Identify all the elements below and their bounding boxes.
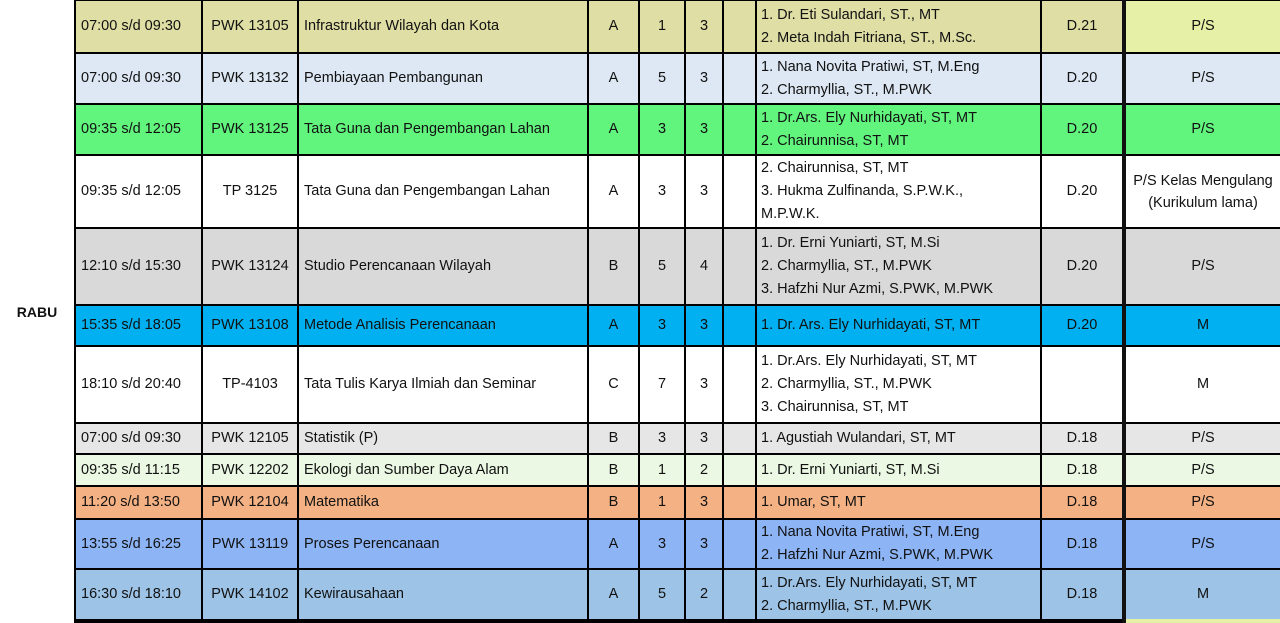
cell-cls: B — [589, 487, 638, 518]
cell-extra — [724, 424, 755, 453]
cell-lecturers — [757, 347, 1040, 422]
cell-time: 09:35 s/d 12:05 — [76, 156, 201, 227]
cell-room: D.18 — [1042, 455, 1122, 485]
cell-sks: 3 — [686, 54, 722, 103]
lecturer-line: 3. Hukma Zulfinanda, S.P.W.K., — [761, 183, 964, 199]
lecturer-line: 1. Dr. Eti Sulandari, ST., MT — [761, 6, 940, 23]
lecturer-line: 2. Chairunnisa, ST, MT — [761, 160, 909, 176]
cell-sks: 3 — [686, 520, 722, 568]
cell-mode: P/S — [1126, 105, 1280, 154]
lecturer-line: 1. Nana Novita Pratiwi, ST, M.Eng — [761, 58, 980, 75]
cell-time: 16:30 s/d 18:10 — [76, 570, 201, 619]
cell-cls: A — [589, 105, 638, 154]
lecturer-line: 2. Charmyllia, ST., M.PWK — [761, 597, 932, 614]
cell-cls: A — [589, 1, 638, 52]
cell-time: 12:10 s/d 15:30 — [76, 229, 201, 304]
cell-sks: 3 — [686, 347, 722, 422]
cell-cls: B — [589, 229, 638, 304]
cell-sks: 3 — [686, 424, 722, 453]
cell-mode: P/S — [1126, 229, 1280, 304]
cell-code: PWK 13108 — [203, 306, 297, 345]
cell-lecturers — [757, 156, 1040, 227]
cell-time: 11:20 s/d 13:50 — [76, 487, 201, 518]
cell-room: D.20 — [1042, 229, 1122, 304]
day-label: RABU — [0, 0, 74, 623]
cell-room: D.18 — [1042, 520, 1122, 568]
cell-sem: 7 — [640, 347, 684, 422]
lecturer-line: 1. Dr.Ars. Ely Nurhidayati, ST, MT — [761, 574, 977, 591]
cell-sks: 3 — [686, 1, 722, 52]
cell-extra — [724, 347, 755, 422]
cell-mode: P/S — [1126, 455, 1280, 485]
cell-code: PWK 13119 — [203, 520, 297, 568]
cell-code: PWK 13125 — [203, 105, 297, 154]
cell-mode: M — [1126, 306, 1280, 345]
cell-extra — [724, 520, 755, 568]
cell-code: PWK 13105 — [203, 1, 297, 52]
cell-cls: A — [589, 306, 638, 345]
lecturer-line: 3. Chairunnisa, ST, MT — [761, 399, 909, 415]
cell-sem: 5 — [640, 54, 684, 103]
cell-course: Tata Guna dan Pengembangan Lahan — [299, 156, 587, 227]
cell-sem: 5 — [640, 570, 684, 619]
cell-course: Ekologi dan Sumber Daya Alam — [299, 455, 587, 485]
cell-room: D.18 — [1042, 487, 1122, 518]
cell-sks: 3 — [686, 487, 722, 518]
cell-time: 07:00 s/d 09:30 — [76, 54, 201, 103]
cell-extra — [724, 306, 755, 345]
lecturer-line: 1. Dr. Ars. Ely Nurhidayati, ST, MT — [761, 317, 981, 333]
cell-course: Tata Tulis Karya Ilmiah dan Seminar — [299, 347, 587, 422]
cell-lecturers — [757, 570, 1040, 619]
cell-sks: 3 — [686, 156, 722, 227]
cell-extra — [724, 156, 755, 227]
cell-course: Kewirausahaan — [299, 570, 587, 619]
cell-room: D.20 — [1042, 306, 1122, 345]
cell-course: Matematika — [299, 487, 587, 518]
cell-code: TP 3125 — [203, 156, 297, 227]
cell-cls: C — [589, 347, 638, 422]
lecturer-line: M.P.W.K. — [761, 206, 820, 222]
cell-time: 13:55 s/d 16:25 — [76, 520, 201, 568]
cell-mode: M — [1126, 347, 1280, 422]
cell-course: Studio Perencanaan Wilayah — [299, 229, 587, 304]
cell-sem: 1 — [640, 487, 684, 518]
cell-extra — [724, 487, 755, 518]
lecturer-line: 2. Chairunnisa, ST, MT — [761, 132, 909, 149]
cell-cls: A — [589, 520, 638, 568]
cell-lecturers — [757, 487, 1040, 518]
cell-sem: 3 — [640, 424, 684, 453]
cell-room: D.21 — [1042, 1, 1122, 52]
cell-cls: A — [589, 156, 638, 227]
cell-time: 09:35 s/d 12:05 — [76, 105, 201, 154]
cell-sks: 4 — [686, 229, 722, 304]
cell-time: 18:10 s/d 20:40 — [76, 347, 201, 422]
cell-mode: P/S Kelas Mengulang (Kurikulum lama) — [1126, 156, 1280, 227]
lecturer-line: 2. Charmyllia, ST., M.PWK — [761, 376, 932, 392]
cell-code: PWK 14102 — [203, 570, 297, 619]
cell-room: D.20 — [1042, 156, 1122, 227]
lecturer-line: 1. Agustiah Wulandari, ST, MT — [761, 430, 956, 446]
cell-course: Statistik (P) — [299, 424, 587, 453]
cell-extra — [724, 1, 755, 52]
cell-lecturers — [757, 229, 1040, 304]
cell-lecturers — [757, 424, 1040, 453]
table-tail — [1126, 619, 1280, 623]
cell-extra — [724, 455, 755, 485]
cell-sks: 3 — [686, 105, 722, 154]
cell-course: Metode Analisis Perencanaan — [299, 306, 587, 345]
cell-room: D.18 — [1042, 424, 1122, 453]
cell-sem: 3 — [640, 520, 684, 568]
cell-mode: P/S — [1126, 520, 1280, 568]
cell-course: Tata Guna dan Pengembangan Lahan — [299, 105, 587, 154]
cell-mode: P/S — [1126, 1, 1280, 52]
cell-sem: 3 — [640, 105, 684, 154]
cell-lecturers — [757, 105, 1040, 154]
cell-time: 07:00 s/d 09:30 — [76, 424, 201, 453]
lecturer-line: 1. Umar, ST, MT — [761, 494, 866, 510]
cell-extra — [724, 105, 755, 154]
lecturer-line: 2. Charmyllia, ST., M.PWK — [761, 81, 932, 98]
cell-course: Infrastruktur Wilayah dan Kota — [299, 1, 587, 52]
cell-time: 15:35 s/d 18:05 — [76, 306, 201, 345]
cell-code: PWK 13124 — [203, 229, 297, 304]
cell-sem: 5 — [640, 229, 684, 304]
cell-mode: M — [1126, 570, 1280, 619]
cell-sks: 2 — [686, 455, 722, 485]
column-separator — [1122, 0, 1126, 623]
lecturer-line: 1. Dr.Ars. Ely Nurhidayati, ST, MT — [761, 353, 977, 369]
lecturer-line: 1. Dr. Erni Yuniarti, ST, M.Si — [761, 235, 940, 251]
lecturer-line: 1. Dr.Ars. Ely Nurhidayati, ST, MT — [761, 109, 977, 126]
cell-cls: A — [589, 54, 638, 103]
cell-sem: 1 — [640, 1, 684, 52]
cell-sks: 2 — [686, 570, 722, 619]
cell-code: PWK 12104 — [203, 487, 297, 518]
cell-code: PWK 12105 — [203, 424, 297, 453]
lecturer-line: 3. Hafzhi Nur Azmi, S.PWK, M.PWK — [761, 281, 994, 297]
cell-lecturers — [757, 54, 1040, 103]
cell-lecturers — [757, 455, 1040, 485]
cell-cls: B — [589, 424, 638, 453]
cell-time: 09:35 s/d 11:15 — [76, 455, 201, 485]
cell-room — [1042, 347, 1122, 422]
cell-cls: A — [589, 570, 638, 619]
cell-sks: 3 — [686, 306, 722, 345]
cell-room: D.18 — [1042, 570, 1122, 619]
lecturer-line: 2. Charmyllia, ST., M.PWK — [761, 258, 932, 274]
cell-course: Proses Perencanaan — [299, 520, 587, 568]
cell-sem: 3 — [640, 306, 684, 345]
cell-time: 07:00 s/d 09:30 — [76, 1, 201, 52]
cell-lecturers — [757, 1, 1040, 52]
cell-course: Pembiayaan Pembangunan — [299, 54, 587, 103]
lecturer-line: 2. Meta Indah Fitriana, ST., M.Sc. — [761, 29, 977, 46]
cell-cls: B — [589, 455, 638, 485]
cell-mode: P/S — [1126, 424, 1280, 453]
cell-code: TP-4103 — [203, 347, 297, 422]
cell-mode: P/S — [1126, 54, 1280, 103]
cell-room: D.20 — [1042, 105, 1122, 154]
cell-extra — [724, 54, 755, 103]
lecturer-line: 2. Hafzhi Nur Azmi, S.PWK, M.PWK — [761, 547, 994, 563]
cell-sem: 3 — [640, 156, 684, 227]
cell-sem: 1 — [640, 455, 684, 485]
cell-mode: P/S — [1126, 487, 1280, 518]
cell-extra — [724, 229, 755, 304]
cell-lecturers — [757, 306, 1040, 345]
cell-room: D.20 — [1042, 54, 1122, 103]
cell-extra — [724, 570, 755, 619]
lecturer-line: 1. Nana Novita Pratiwi, ST, M.Eng — [761, 524, 980, 540]
lecturer-line: 1. Dr. Erni Yuniarti, ST, M.Si — [761, 461, 940, 478]
cell-code: PWK 13132 — [203, 54, 297, 103]
cell-code: PWK 12202 — [203, 455, 297, 485]
cell-lecturers — [757, 520, 1040, 568]
